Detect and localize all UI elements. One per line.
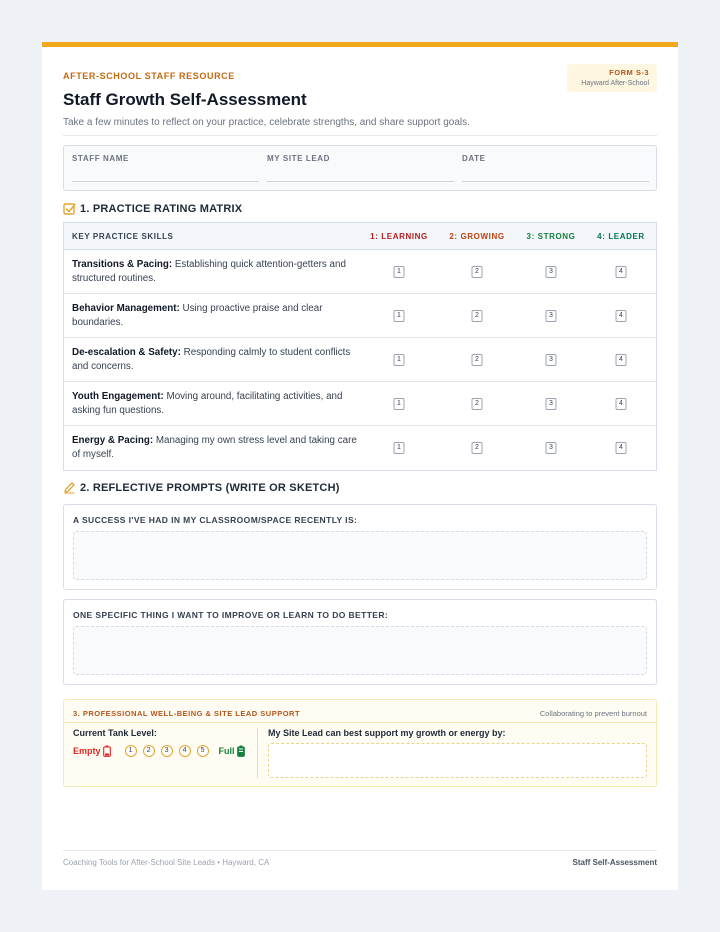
date-field[interactable] bbox=[462, 154, 649, 163]
skill-detail: Using proactive praise and clear boundaries. bbox=[72, 303, 323, 328]
pencil-icon bbox=[63, 481, 76, 494]
section-2-title: 2. REFLECTIVE PROMPTS (WRITE OR SKETCH) bbox=[80, 481, 340, 494]
wellbeing-section bbox=[63, 699, 657, 787]
col-header-strong: 3: STRONG bbox=[526, 232, 576, 241]
rating-checkbox-4[interactable]: 4 bbox=[616, 354, 627, 366]
prompt-success-label: A SUCCESS I'VE HAD IN MY CLASSROOM/SPACE RECENTLY IS: bbox=[73, 515, 358, 525]
rating-checkbox-2[interactable]: 2 bbox=[472, 442, 483, 454]
header-divider bbox=[63, 135, 657, 136]
matrix-row bbox=[64, 294, 656, 338]
skill-description bbox=[72, 434, 357, 462]
staff-info-box bbox=[63, 145, 657, 191]
page-title: Staff Growth Self-Assessment bbox=[63, 90, 307, 109]
skill-detail: Managing my own stress level and taking care of myself. bbox=[72, 435, 357, 460]
rating-checkbox-2[interactable]: 2 bbox=[472, 398, 483, 410]
skill-detail: Establishing quick attention-getters and structured routines. bbox=[72, 259, 346, 284]
tank-level-scale bbox=[73, 745, 245, 757]
col-header-growing: 2: GROWING bbox=[449, 232, 505, 241]
matrix-row bbox=[64, 250, 656, 294]
rating-checkbox-2[interactable]: 2 bbox=[472, 266, 483, 278]
skill-name: De-escalation & Safety: bbox=[72, 347, 181, 358]
rating-checkbox-3[interactable]: 3 bbox=[546, 442, 557, 454]
empty-label: Empty bbox=[73, 746, 101, 756]
rating-checkbox-1[interactable]: 1 bbox=[394, 442, 405, 454]
rating-checkbox-1[interactable]: 1 bbox=[394, 354, 405, 366]
rating-checkbox-2[interactable]: 2 bbox=[472, 310, 483, 322]
skill-name: Transitions & Pacing: bbox=[72, 259, 173, 270]
staff-name-input-line[interactable] bbox=[72, 181, 259, 182]
prompt-card-improve bbox=[63, 599, 657, 685]
wellbeing-column-divider bbox=[257, 728, 258, 778]
rating-checkbox-1[interactable]: 1 bbox=[394, 266, 405, 278]
prompt-card-success bbox=[63, 504, 657, 590]
rating-checkbox-4[interactable]: 4 bbox=[616, 398, 627, 410]
site-lead-field[interactable] bbox=[267, 154, 454, 163]
wellbeing-divider bbox=[64, 722, 656, 723]
tank-level-option-1[interactable]: 1 bbox=[125, 745, 137, 757]
matrix-row bbox=[64, 382, 656, 426]
prompt-improve-label: ONE SPECIFIC THING I WANT TO IMPROVE OR LEARN TO DO BETTER: bbox=[73, 610, 389, 620]
rating-checkbox-3[interactable]: 3 bbox=[546, 354, 557, 366]
eyebrow-label: AFTER-SCHOOL STAFF RESOURCE bbox=[63, 71, 235, 81]
skill-name: Energy & Pacing: bbox=[72, 435, 154, 446]
footer-left-text: Coaching Tools for After-School Site Leads • Hayward, CA bbox=[63, 858, 270, 867]
staff-name-field[interactable] bbox=[72, 154, 259, 163]
section-1-heading bbox=[63, 202, 242, 215]
rating-checkbox-4[interactable]: 4 bbox=[616, 266, 627, 278]
battery-empty-icon bbox=[103, 745, 111, 757]
date-label: DATE bbox=[462, 154, 486, 163]
footer-divider bbox=[63, 850, 657, 851]
wellbeing-note: Collaborating to prevent burnout bbox=[539, 709, 647, 718]
matrix-row bbox=[64, 338, 656, 382]
skill-name: Behavior Management: bbox=[72, 303, 180, 314]
staff-name-label: STAFF NAME bbox=[72, 154, 129, 163]
tank-level-option-5[interactable]: 5 bbox=[197, 745, 209, 757]
date-input-line[interactable] bbox=[462, 181, 649, 182]
col-header-learning: 1: LEARNING bbox=[370, 232, 428, 241]
rating-checkbox-1[interactable]: 1 bbox=[394, 398, 405, 410]
form-badge bbox=[567, 64, 657, 92]
rating-checkbox-1[interactable]: 1 bbox=[394, 310, 405, 322]
tank-level-option-3[interactable]: 3 bbox=[161, 745, 173, 757]
tank-level-option-2[interactable]: 2 bbox=[143, 745, 155, 757]
support-label: My Site Lead can best support my growth or energy by: bbox=[268, 728, 506, 738]
form-org: Hayward After-School bbox=[581, 80, 649, 87]
skill-description bbox=[72, 302, 357, 330]
tank-level-label: Current Tank Level: bbox=[73, 728, 157, 738]
matrix-header bbox=[64, 223, 656, 250]
rating-checkbox-3[interactable]: 3 bbox=[546, 266, 557, 278]
form-code: FORM S-3 bbox=[609, 68, 649, 77]
skill-detail: Responding calmly to student conflicts and concerns. bbox=[72, 347, 351, 372]
practice-rating-matrix bbox=[63, 222, 657, 471]
prompt-success-input[interactable] bbox=[73, 531, 647, 580]
rating-checkbox-4[interactable]: 4 bbox=[616, 442, 627, 454]
rating-checkbox-3[interactable]: 3 bbox=[546, 310, 557, 322]
wellbeing-title: 3. PROFESSIONAL WELL-BEING & SITE LEAD SUPPORT bbox=[73, 709, 301, 718]
site-lead-input-line[interactable] bbox=[267, 181, 454, 182]
section-2-heading bbox=[63, 481, 340, 494]
tank-level-options bbox=[125, 745, 209, 757]
rating-checkbox-3[interactable]: 3 bbox=[546, 398, 557, 410]
prompt-improve-input[interactable] bbox=[73, 626, 647, 675]
rating-checkbox-2[interactable]: 2 bbox=[472, 354, 483, 366]
rating-checkbox-4[interactable]: 4 bbox=[616, 310, 627, 322]
col-header-leader: 4: LEADER bbox=[597, 232, 645, 241]
skill-description bbox=[72, 258, 357, 286]
skill-name: Youth Engagement: bbox=[72, 391, 164, 402]
battery-full-icon bbox=[237, 745, 245, 757]
skill-detail: Moving around, facilitating activities, and asking fun questions. bbox=[72, 391, 343, 416]
support-input[interactable] bbox=[268, 743, 647, 778]
site-lead-label: MY SITE LEAD bbox=[267, 154, 331, 163]
section-1-title: 1. PRACTICE RATING MATRIX bbox=[80, 202, 243, 215]
full-label: Full bbox=[218, 746, 235, 756]
assessment-page bbox=[42, 42, 678, 890]
skill-description bbox=[72, 346, 357, 374]
skills-column-header: KEY PRACTICE SKILLS bbox=[72, 232, 174, 241]
page-subtitle: Take a few minutes to reflect on your practice, celebrate strengths, and share support goals. bbox=[63, 117, 470, 128]
matrix-row bbox=[64, 426, 656, 470]
tank-level-option-4[interactable]: 4 bbox=[179, 745, 191, 757]
footer-right-text: Staff Self-Assessment bbox=[572, 858, 657, 867]
checkbox-icon bbox=[63, 202, 76, 215]
skill-description bbox=[72, 390, 357, 418]
